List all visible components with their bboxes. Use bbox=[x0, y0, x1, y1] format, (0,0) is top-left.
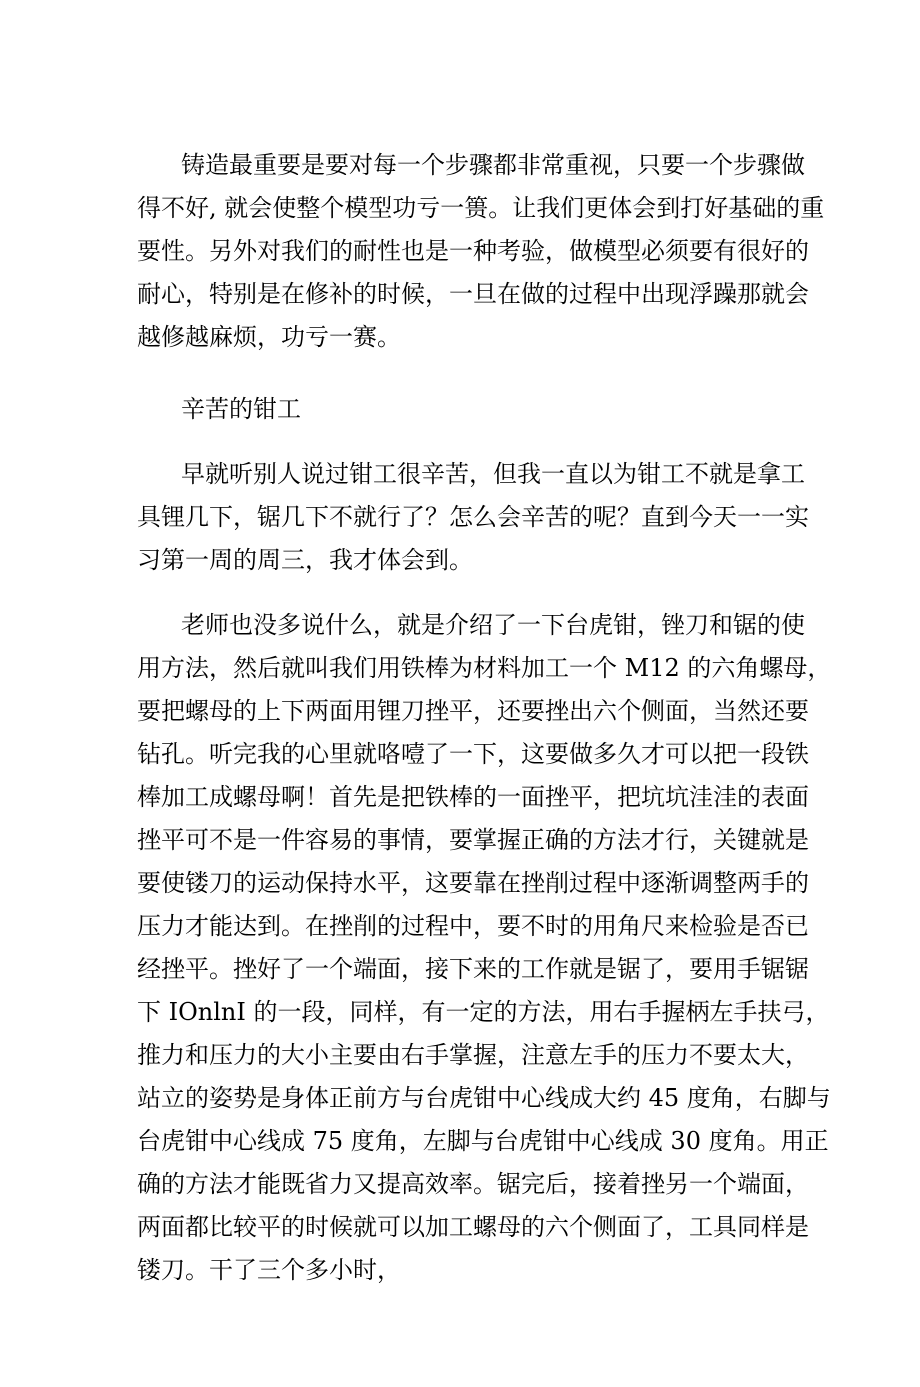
text-line: 压力才能达到。在挫削的过程中，要不时的用角尺来检验是否已 bbox=[137, 912, 809, 940]
text-line: 两面都比较平的时候就可以加工螺母的六个侧面了，工具同样是 bbox=[137, 1213, 809, 1241]
text-line: 要性。另外对我们的耐性也是一种考验，做模型必须要有很好的 bbox=[137, 237, 809, 265]
text-line: 钻孔。听完我的心里就咯噎了一下，这要做多久才可以把一段铁 bbox=[641, 1277, 894, 1287]
text-line: 棒加工成螺母啊！首先是把铁棒的一面挫平，把坑坑洼洼的表面 bbox=[560, 1288, 813, 1298]
text-line: 下 IOnlnI 的一段，同样，有一定的方法，用右手握柄左手扶弓， bbox=[560, 1321, 883, 1342]
text-line: 越修越麻烦，功亏一赛。 bbox=[137, 323, 401, 351]
text-line: 老师也没多说什么，就是介绍了一下台虎钳，锉刀和锯的使 bbox=[181, 611, 805, 639]
text-line: 确的方法才能既省力又提高效率。锯完后，接着挫另一个端面， bbox=[137, 1170, 809, 1198]
text-line: 老师也没多说什么，就是介绍了一下台虎钳，锉刀和锯的使 bbox=[560, 1255, 795, 1265]
text-line: 挫平可不是一件容易的事情，要掌握正确的方法才行，关键就是 bbox=[560, 1288, 894, 1309]
text-line: 铸造最重要是要对每一个步骤都非常重视，只要一个步骤做 bbox=[181, 151, 805, 179]
text-line: 确的方法才能既省力又提高效率。锯完后，接着挫另一个端面， bbox=[560, 1354, 892, 1375]
text-line: 耐心，特别是在修补的时候，一旦在做的过程中出现浮躁那就会 bbox=[137, 280, 809, 308]
text-line: 下 IOnlnI 的一段，同样，有一定的方法，用右手握柄左手扶弓， bbox=[137, 998, 830, 1026]
paragraph-afternoon-drilling bbox=[560, 1255, 900, 1387]
text-line: 得不好, 就会使整个模型功亏一篑。让我们更体会到打好基础的重 bbox=[137, 194, 825, 222]
text-line: 挫平可不是一件容易的事情，要掌握正确的方法才行，关键就是 bbox=[137, 826, 809, 854]
text-line: 要使镂刀的运动保持水平，这要靠在挫削过程中逐渐调整两手的 bbox=[137, 869, 809, 897]
text-line: 推力和压力的大小主要由右手掌握，注意左手的压力不要太大， bbox=[560, 1332, 885, 1353]
text-line: 具锂几下，锯几下不就行了？怎么会辛苦的呢？直到今天一一实 bbox=[137, 503, 809, 531]
text-line: 经挫平。挫好了一个端面，接下来的工作就是锯了，要用手锯锯 bbox=[569, 1321, 822, 1331]
text-line: 台虎钳中心线成 75 度角，左脚与台虎钳中心线成 30 度角。用正 bbox=[137, 1127, 829, 1155]
text-line: 早就听别人说过钳工很辛苦，但我一直以为钳工不就是拿工 bbox=[181, 460, 805, 488]
text-line: 推力和压力的大小主要由右手掌握，注意左手的压力不要太大， bbox=[137, 1041, 809, 1069]
text-line: 习第一周的周三，我才体会到。 bbox=[137, 546, 473, 574]
text-line: 台虎钳中心线成 75 度角，左脚与台虎钳中心线成 30 度角。用正 bbox=[614, 1354, 874, 1364]
text-line: 站立的姿势是身体正前方与台虎钳中心线成大约 45 度角，右脚与 bbox=[560, 1343, 890, 1364]
text-line: 镂刀。干了三个多小时， bbox=[137, 1256, 401, 1284]
text-line: 要把螺母的上下两面用锂刀挫平，还要挫出六个侧面，当然还要 bbox=[560, 1266, 893, 1287]
text-line: 两面都比较平的时候就可以加工螺母的六个侧面了，工具同样是 bbox=[560, 1365, 894, 1386]
text-line: 用方法，然后就叫我们用铁棒为材料加工一个 M12 的六角螺母， bbox=[137, 654, 832, 682]
text-line: 用方法，然后就叫我们用铁棒为材料加工一个 M12 的六角螺母， bbox=[560, 1255, 894, 1276]
section-heading-text: 辛苦的钳工 bbox=[181, 395, 301, 423]
text-line: 棒加工成螺母啊！首先是把铁棒的一面挫平，把坑坑洼洼的表面 bbox=[137, 783, 809, 811]
text-line: 要使镂刀的运动保持水平，这要靠在挫削过程中逐渐调整两手的 bbox=[560, 1299, 894, 1320]
text-line: 镂刀。干了三个多小时， bbox=[713, 1376, 813, 1386]
text-line: 压力才能达到。在挫削的过程中，要不时的用角尺来检验是否已 bbox=[560, 1310, 894, 1331]
text-line: 钻孔。听完我的心里就咯噎了一下，这要做多久才可以把一段铁 bbox=[137, 740, 809, 768]
text-line: 站立的姿势是身体正前方与台虎钳中心线成大约 45 度角，右脚与 bbox=[137, 1084, 831, 1112]
text-line: 经挫平。挫好了一个端面，接下来的工作就是锯了，要用手锯锯 bbox=[137, 955, 809, 983]
text-line: 要把螺母的上下两面用锂刀挫平，还要挫出六个侧面，当然还要 bbox=[137, 697, 809, 725]
